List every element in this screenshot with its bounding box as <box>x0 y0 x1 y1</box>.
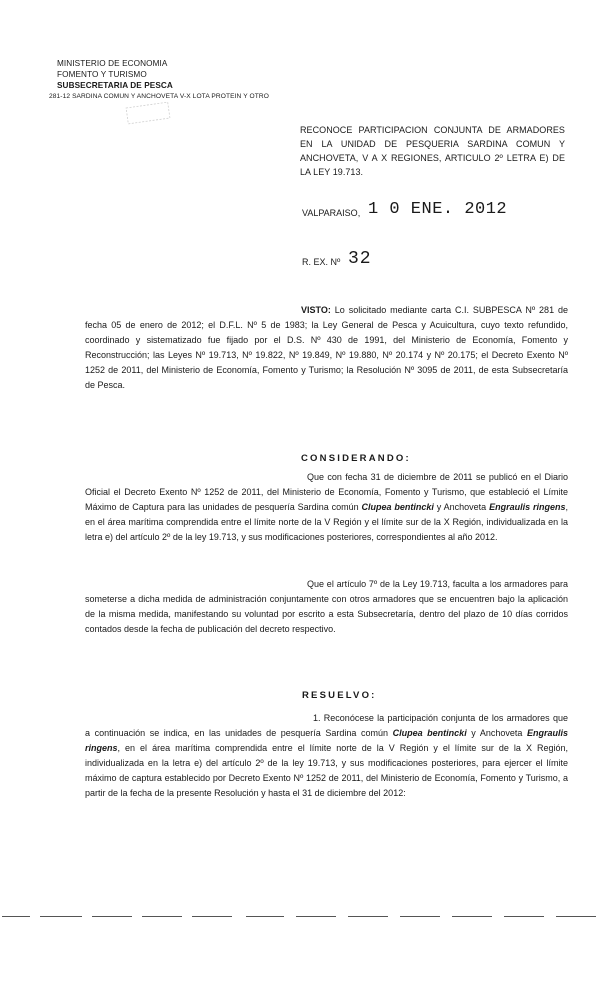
considerando-heading: CONSIDERANDO: <box>301 453 411 464</box>
subsecretaria-name: SUBSECRETARIA DE PESCA <box>57 81 173 90</box>
c1-text-b: y Anchoveta <box>433 502 490 512</box>
visto-paragraph <box>85 303 568 393</box>
footer-rule-segment <box>142 916 182 917</box>
reference-code: 281-12 SARDINA COMUN Y ANCHOVETA V-X LOTA PROTEIN Y OTRO <box>49 93 269 100</box>
resuelvo-paragraph-1 <box>85 711 568 801</box>
date-stamp: 1 0 ENE. 2012 <box>368 200 508 219</box>
document-subject: RECONOCE PARTICIPACION CONJUNTA DE ARMADORES EN LA UNIDAD DE PESQUERIA SARDINA COMUN Y ANCHOVETA, V A X REGIONES, ARTICULO 2º LETRA E) DE LA LEY 19.713. <box>300 125 565 177</box>
footer-rule-segment <box>40 916 82 917</box>
considerando-paragraph-1 <box>85 470 568 545</box>
resolution-label: R. EX. Nº <box>302 257 341 267</box>
footer-rule-segment <box>192 916 232 917</box>
footer-rule-segment <box>92 916 132 917</box>
visto-text: Lo solicitado mediante carta C.I. SUBPESCA Nº 281 de fecha 05 de enero de 2012; el D.F.L. Nº 5 de 1983; la Ley General de Pesca y Acuicultura, cuyo texto refundido, coordinado y sistematizado fue fijado por el D.S. Nº 430 de 1991, del Ministerio de Economía, Fomento y Reconstrucción; las Leyes Nº 19.713, Nº 19.822, Nº 19.849, Nº 19.880, Nº 20.174 y Nº 20.175; el Decreto Exento Nº 1252 de 2011, del Ministerio de Economía, Fomento y Turismo; la Resolución Nº 3095 de 2011, de esta Subsecretaría de Pesca. <box>85 305 568 390</box>
footer-rule-segment <box>2 916 30 917</box>
footer-rule-segment <box>348 916 388 917</box>
resolution-number: 32 <box>348 249 372 269</box>
r1-text-a: 1. Reconócese la participación conjunta de los armadores que a continuación se indica, en las unidades de pesquería Sardina común <box>85 713 568 738</box>
considerando-paragraph-2: Que el artículo 7º de la Ley 19.713, faculta a los armadores para someterse a dicha medida de administración conjuntamente con otros armadores que se encuentren bajo la aplicación de la misma medida, manifestando su voluntad por escrito a esta Subsecretaría, dentro del plazo de 10 días corridos contados desde la fecha de publicación del decreto respectivo. <box>85 579 568 634</box>
c1-text-a: Que con fecha 31 de diciembre de 2011 se publicó en el Diario Oficial el Decreto Exento Nº 1252 de 2011, del Ministerio de Economía, Fomento y Turismo, que estableció el Límite Máximo de Captura para las unidades de pesquería Sardina común <box>85 472 568 512</box>
c1-text-c: , en el área marítima comprendida entre el límite norte de la V Región y el límite sur de la X Región, individualizada en la letra e) del artículo 2º de la ley 19.713, y sus modificaciones posteriores, correspondientes al año 2012. <box>85 502 568 542</box>
footer-rule-segment <box>296 916 336 917</box>
faint-stamp <box>125 101 171 125</box>
r1-species-2: Engraulis ringens <box>85 728 568 753</box>
footer-rule-segment <box>400 916 440 917</box>
r1-text-b: y Anchoveta <box>466 728 527 738</box>
footer-rule-segment <box>504 916 544 917</box>
ministry-subtitle: FOMENTO Y TURISMO <box>57 70 147 79</box>
footer-rule-segment <box>246 916 284 917</box>
place-label: VALPARAISO, <box>302 208 361 218</box>
footer-rule-segment <box>556 916 596 917</box>
r1-species-1: Clupea bentincki <box>392 728 467 738</box>
ministry-name: MINISTERIO DE ECONOMIA <box>57 59 168 68</box>
footer-rule-segment <box>452 916 492 917</box>
c1-species-1: Clupea bentincki <box>361 502 434 512</box>
letterhead <box>49 58 269 102</box>
resuelvo-heading: RESUELVO: <box>302 690 377 701</box>
visto-label: VISTO: <box>301 305 331 315</box>
r1-text-c: , en el área marítima comprendida entre el límite norte de la V Región y el límite sur de la X Región, individualizada en la letra e) del artículo 2º de la ley 19.713, y sus modificaciones posteriores, para ejercer el límite máximo de captura establecido por Decreto Exento Nº 1252 de 2011, del Ministerio de Economía, Fomento y Turismo, a partir de la fecha de la presente Resolución y hasta el 31 de diciembre del 2012: <box>85 743 568 798</box>
c1-species-2: Engraulis ringens <box>489 502 566 512</box>
